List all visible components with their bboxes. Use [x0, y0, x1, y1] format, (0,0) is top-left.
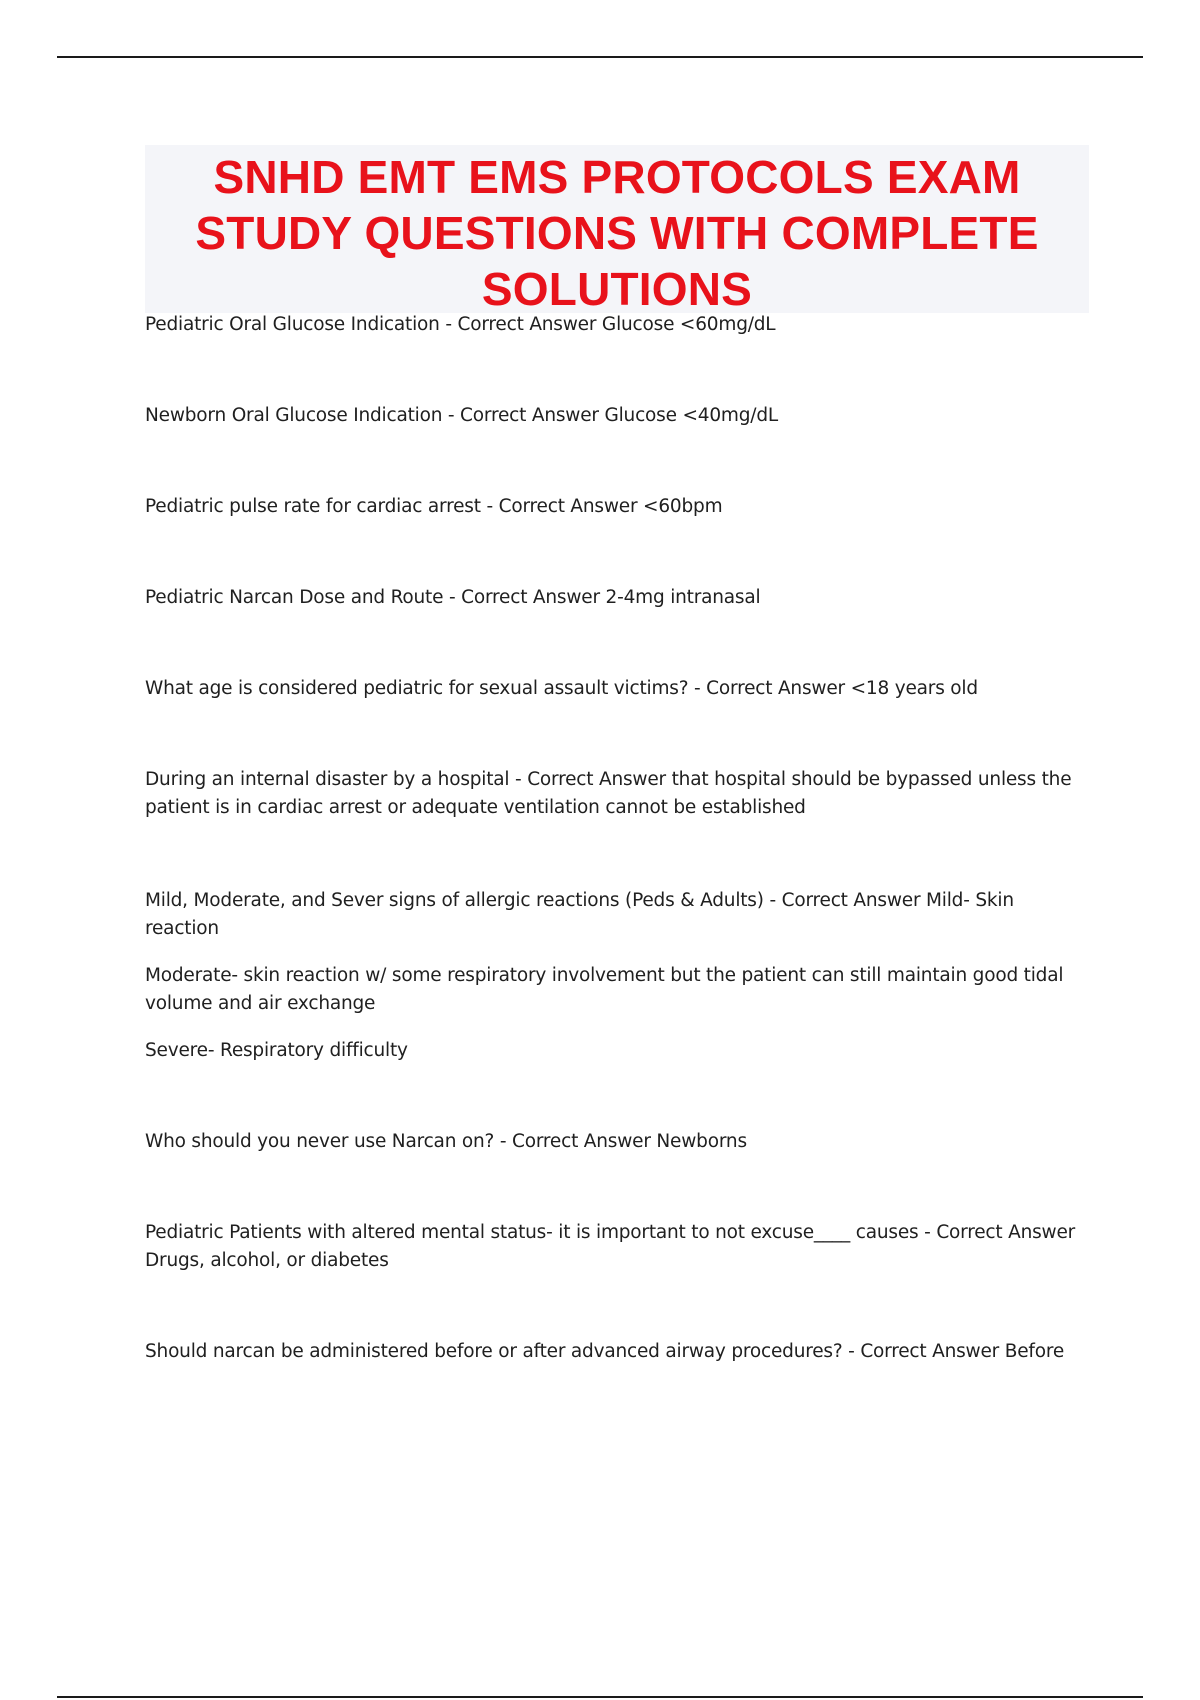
qa-paragraph-internal-disaster: During an internal disaster by a hospital - Correct Answer that hospital should be bypassed unless the patient is in cardiac arrest or adequate ventilation cannot be established — [145, 769, 1072, 818]
qa-paragraph-moderate-reaction: Moderate- skin reaction w/ some respiratory involvement but the patient can still maintain good tidal volume and air exchange — [145, 965, 1064, 1014]
qa-paragraph-severe-reaction: Severe- Respiratory difficulty — [145, 1040, 408, 1061]
title-line-2: STUDY QUESTIONS WITH COMPLETE — [195, 207, 1039, 259]
title-line-1: SNHD EMT EMS PROTOCOLS EXAM — [213, 151, 1021, 203]
qa-paragraph-allergic-reactions: Mild, Moderate, and Sever signs of allergic reactions (Peds & Adults) - Correct Answer Mild- Skin reaction — [145, 890, 1014, 939]
title-banner — [145, 145, 1089, 313]
qa-paragraph-pediatric-pulse-rate: Pediatric pulse rate for cardiac arrest - Correct Answer <60bpm — [145, 496, 723, 517]
qa-paragraph-pediatric-narcan-dose: Pediatric Narcan Dose and Route - Correct Answer 2-4mg intranasal — [145, 587, 761, 608]
qa-paragraph-never-use-narcan: Who should you never use Narcan on? - Correct Answer Newborns — [145, 1131, 747, 1152]
qa-paragraph-narcan-airway-timing: Should narcan be administered before or after advanced airway procedures? - Correct Answer Before — [145, 1341, 1065, 1362]
document-title — [145, 145, 1089, 317]
qa-paragraph-pediatric-oral-glucose: Pediatric Oral Glucose Indication - Correct Answer Glucose <60mg/dL — [145, 314, 776, 335]
title-line-3: SOLUTIONS — [481, 263, 753, 315]
qa-paragraph-sexual-assault-age: What age is considered pediatric for sexual assault victims? - Correct Answer <18 years old — [145, 678, 978, 699]
qa-paragraph-newborn-oral-glucose: Newborn Oral Glucose Indication - Correct Answer Glucose <40mg/dL — [145, 405, 778, 426]
qa-paragraph-altered-mental-status: Pediatric Patients with altered mental status- it is important to not excuse____ causes - Correct Answer Drugs, alcohol, or diabetes — [145, 1222, 1076, 1271]
top-horizontal-rule — [57, 56, 1143, 58]
bottom-horizontal-rule — [57, 1696, 1143, 1698]
